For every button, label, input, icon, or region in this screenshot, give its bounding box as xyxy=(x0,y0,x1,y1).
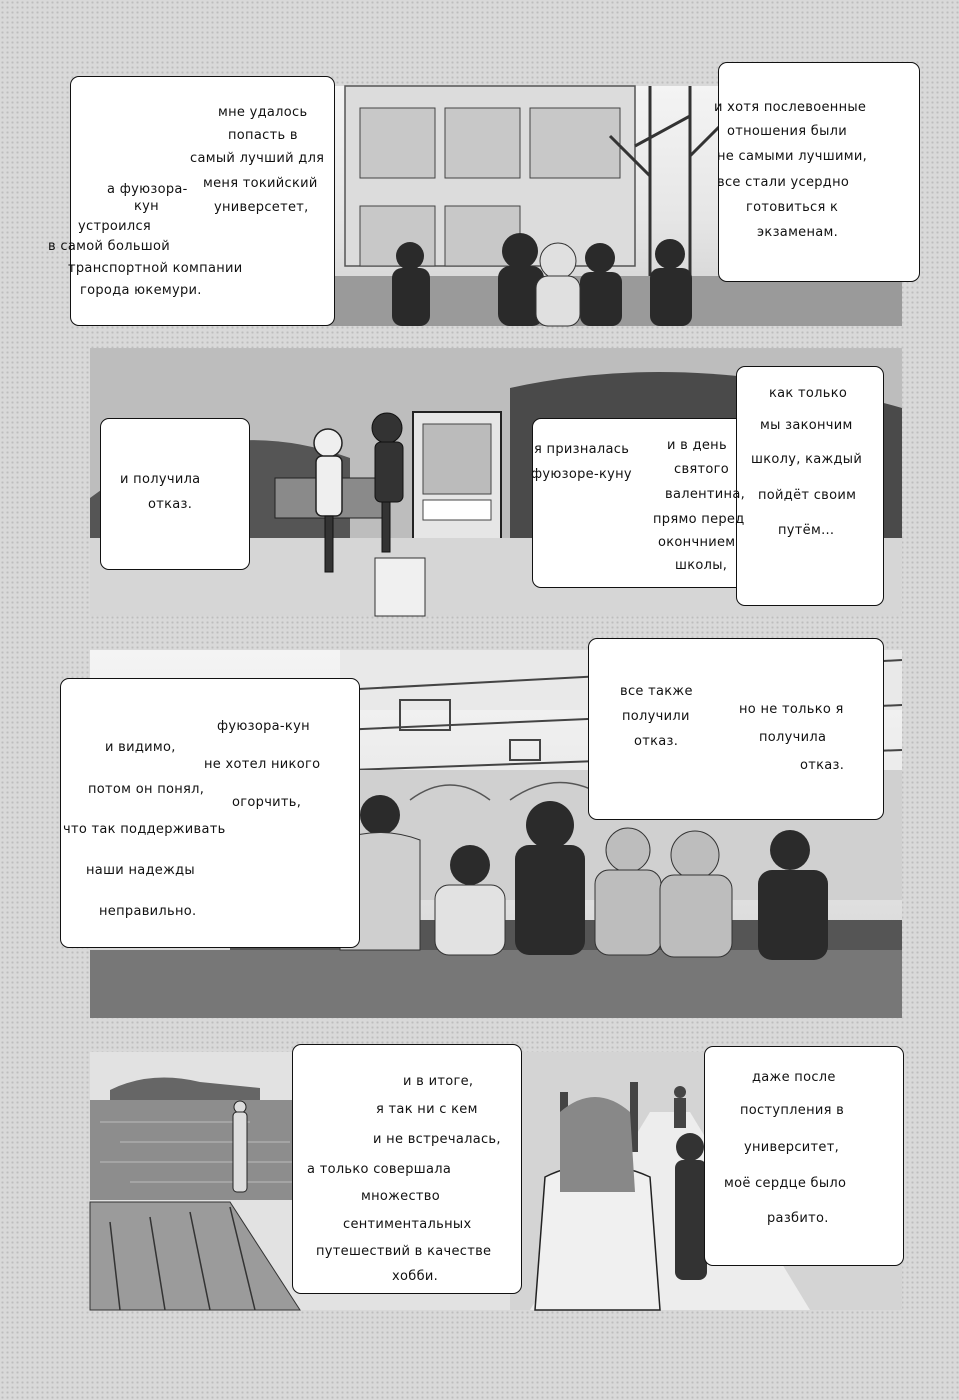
caption-line: транспортной компании xyxy=(68,261,243,276)
caption-line: и не встречалась, xyxy=(373,1132,501,1147)
caption-line: и получила xyxy=(120,472,201,487)
caption-line: как только xyxy=(769,386,848,401)
caption-line: в самой большой xyxy=(48,239,170,254)
caption-line: а только совершала xyxy=(307,1162,452,1177)
caption-line: устроился xyxy=(78,219,152,234)
caption-line: даже после xyxy=(752,1070,836,1085)
caption-line: и в итоге, xyxy=(403,1074,474,1089)
caption-line: и видимо, xyxy=(105,740,176,755)
caption-line: хобби. xyxy=(392,1269,439,1284)
caption-line: школы, xyxy=(675,558,728,573)
caption-line: валентина, xyxy=(665,487,746,502)
caption-line: все стали усердно xyxy=(717,175,850,190)
caption-line: мне удалось xyxy=(218,105,308,120)
caption-line: я призналась xyxy=(534,442,630,457)
speech-box-right xyxy=(588,638,884,820)
caption-line: отношения были xyxy=(727,124,848,139)
caption-line: отказ. xyxy=(800,758,845,773)
caption-line: но не только я xyxy=(739,702,844,717)
panel-3 xyxy=(63,650,902,1018)
caption-line: и в день xyxy=(667,438,727,453)
caption-line: разбито. xyxy=(767,1211,829,1226)
caption-line: потом он понял, xyxy=(88,782,205,797)
caption-line: экзаменам. xyxy=(757,225,839,240)
caption-line: самый лучший для xyxy=(190,151,325,166)
caption-line: поступления в xyxy=(740,1103,845,1118)
caption-line: а фуюзора- xyxy=(107,182,188,197)
caption-line: огорчить, xyxy=(232,795,302,810)
caption-line: мы закончим xyxy=(760,418,853,433)
caption-line: моё сердце было xyxy=(724,1176,847,1191)
caption-line: фуюзора-кун xyxy=(217,719,310,734)
caption-line: отказ. xyxy=(634,734,679,749)
caption-line: университет, xyxy=(744,1140,840,1155)
speech-box-right-top xyxy=(736,366,884,606)
caption-line: все также xyxy=(620,684,693,699)
caption-line: я так ни с кем xyxy=(376,1102,478,1117)
panel-2 xyxy=(90,348,902,616)
caption-line: фуюзоре-куну xyxy=(531,467,632,482)
caption-line: прямо перед xyxy=(653,512,745,527)
caption-line: пойдёт своим xyxy=(758,488,857,503)
caption-line: получили xyxy=(622,709,690,724)
caption-line: универсетет, xyxy=(214,200,309,215)
caption-line: попасть в xyxy=(228,128,298,143)
caption-line: святого xyxy=(674,462,730,477)
caption-line: неправильно. xyxy=(99,904,197,919)
caption-line: путешествий в качестве xyxy=(316,1244,492,1259)
speech-box-right xyxy=(718,62,920,282)
caption-line: окончнием xyxy=(658,535,736,550)
caption-line: не самыми лучшими, xyxy=(717,149,868,164)
caption-line: наши надежды xyxy=(86,863,195,878)
caption-line: меня токийский xyxy=(203,176,318,191)
caption-line: получила xyxy=(759,730,827,745)
caption-line: сентиментальных xyxy=(343,1217,472,1232)
caption-line: множество xyxy=(361,1189,441,1204)
caption-line: города юкемури. xyxy=(80,283,202,298)
panel-1 xyxy=(48,86,902,326)
panel-4 xyxy=(90,1052,902,1310)
caption-line: не хотел никого xyxy=(204,757,321,772)
caption-line: готовиться к xyxy=(746,200,839,215)
caption-line: кун xyxy=(134,199,159,214)
caption-line: что так поддерживать xyxy=(63,822,226,837)
caption-line: путём... xyxy=(778,523,835,538)
caption-line: и хотя послевоенные xyxy=(714,100,867,115)
caption-line: отказ. xyxy=(148,497,193,512)
caption-line: школу, каждый xyxy=(751,452,863,467)
speech-box-left xyxy=(100,418,250,570)
